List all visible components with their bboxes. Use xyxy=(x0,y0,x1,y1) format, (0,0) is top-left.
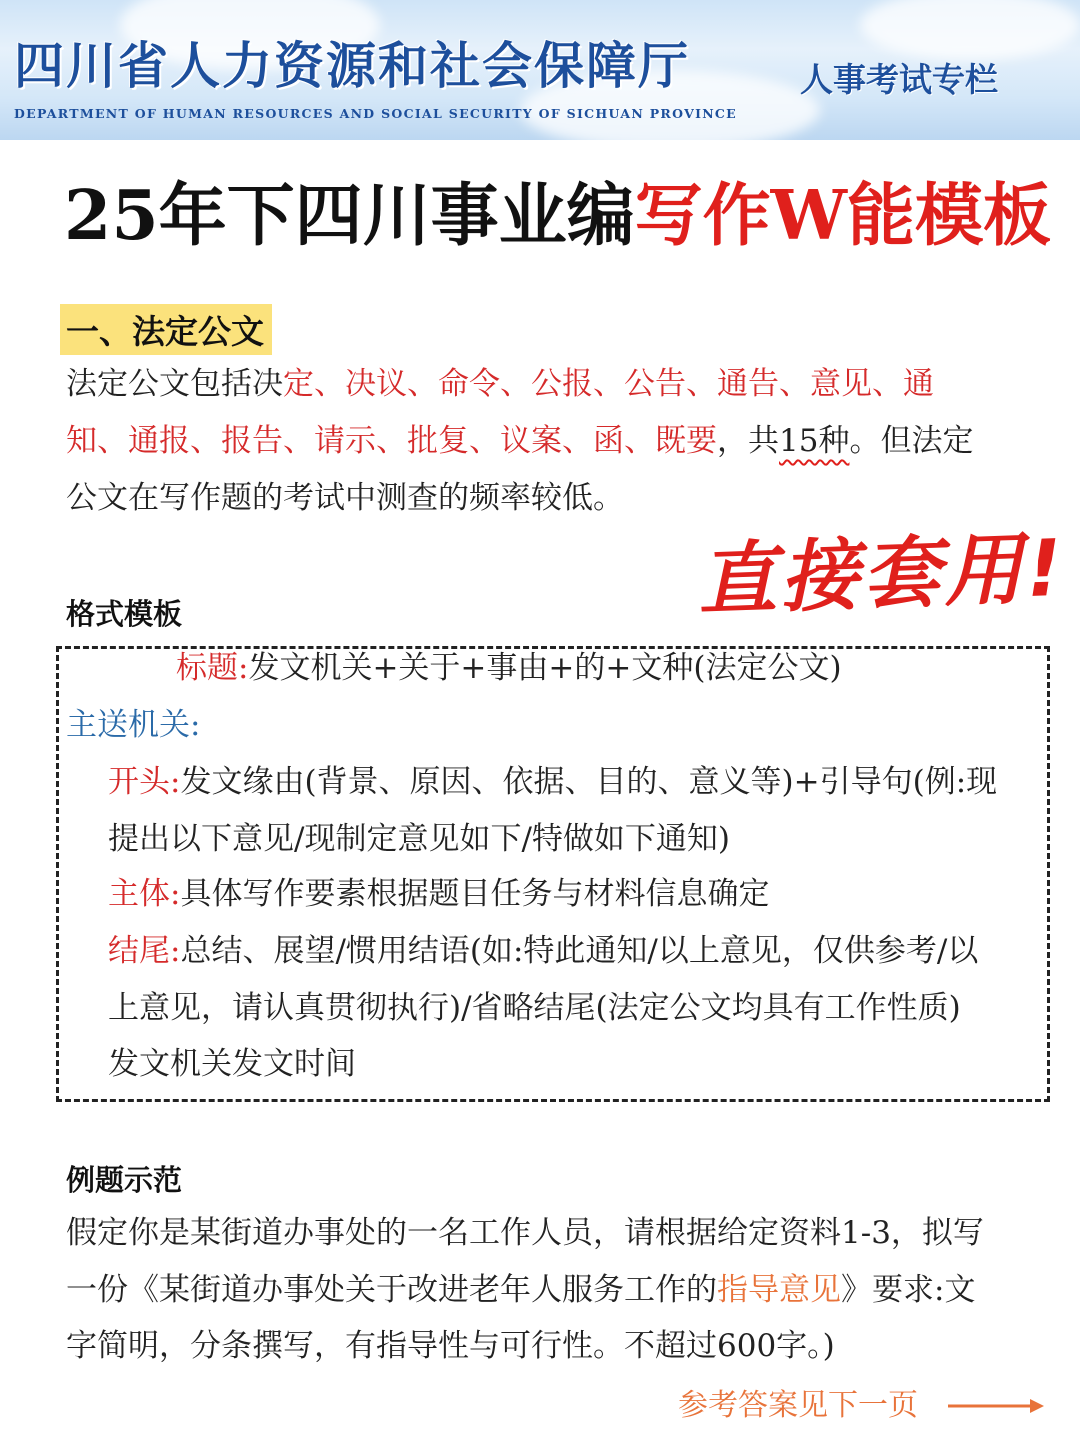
body-label: 主体: xyxy=(108,876,181,912)
arrow-right-icon xyxy=(946,1396,1046,1416)
page-title xyxy=(64,162,1051,259)
intro-line-3: 公文在写作题的考试中测查的频率较低。 xyxy=(66,480,624,516)
template-title-line xyxy=(176,640,842,697)
intro-lead: 法定公文包括决 xyxy=(66,366,283,402)
example-text: 一份《某街道办事处关于改进老年人服务工作的 xyxy=(66,1272,717,1308)
opening-label: 开头: xyxy=(108,764,181,800)
ending-text: 总结、展望/惯用结语(如:特此通知/以上意见，仅供参考/以 xyxy=(180,933,979,969)
intro-line-2 xyxy=(66,413,1026,470)
example-text-end: 》要求:文 xyxy=(841,1272,976,1308)
handwritten-note: 直接套用! xyxy=(696,523,1068,627)
title-red-part: 写作W能模板 xyxy=(634,176,1052,256)
example-line-2 xyxy=(66,1262,1026,1319)
count-prefix: 共 xyxy=(748,423,779,459)
template-body-line xyxy=(108,866,769,923)
template-recipient-line xyxy=(66,697,200,754)
opening-text: 发文缘由(背景、原因、依据、目的、意义等)+引导句(例:现 xyxy=(180,764,998,800)
body-text: 具体写作要素根据题目任务与材料信息确定 xyxy=(180,876,770,912)
document-types-1: 定、决议、命令、公报、公告、通告、意见、通 xyxy=(283,366,934,402)
document-types-2: 知、通报、报告、请示、批复、议案、函、既要 xyxy=(66,423,717,459)
department-name: 四川省人力资源和社会保障厅 xyxy=(14,37,690,95)
count-number: 15种 xyxy=(779,423,850,459)
template-opening-line-2: 提出以下意见/现制定意见如下/特做如下通知) xyxy=(108,821,730,857)
separator: ， xyxy=(717,423,748,459)
example-line-3: 字简明，分条撰写，有指导性与可行性。不超过600字。) xyxy=(66,1328,835,1364)
department-english-name: DEPARTMENT OF HUMAN RESOURCES AND SOCIAL SECURITY OF SICHUAN PROVINCE xyxy=(14,106,738,121)
template-heading: 格式模板 xyxy=(66,597,183,631)
next-page-hint: 参考答案见下一页 xyxy=(678,1388,918,1423)
column-label: 人事考试专栏 xyxy=(800,60,998,99)
title-black-part: 25年下四川事业编 xyxy=(64,176,635,256)
example-heading: 例题示范 xyxy=(66,1163,183,1197)
cloud-decoration xyxy=(860,0,1080,60)
title-formula: 发文机关+关于+事由+的+文种(法定公文) xyxy=(248,650,842,686)
template-ending-line-2: 上意见，请认真贯彻执行)/省略结尾(法定公文均具有工作性质) xyxy=(108,990,961,1026)
count-suffix: 。但法定 xyxy=(849,423,974,459)
example-line-1: 假定你是某街道办事处的一名工作人员，请根据给定资料1-3，拟写 xyxy=(66,1215,984,1251)
header-banner xyxy=(0,0,1080,140)
section-heading: 一、法定公文 xyxy=(60,304,272,355)
template-opening-line-1 xyxy=(108,754,997,811)
example-highlight: 指导意见 xyxy=(717,1272,841,1308)
title-label: 标题: xyxy=(176,650,249,686)
ending-label: 结尾: xyxy=(108,933,181,969)
template-ending-line-1 xyxy=(108,923,978,980)
intro-line-1 xyxy=(66,356,1026,413)
recipient-label: 主送机关: xyxy=(66,707,201,743)
template-signature-line: 发文机关发文时间 xyxy=(108,1046,356,1082)
